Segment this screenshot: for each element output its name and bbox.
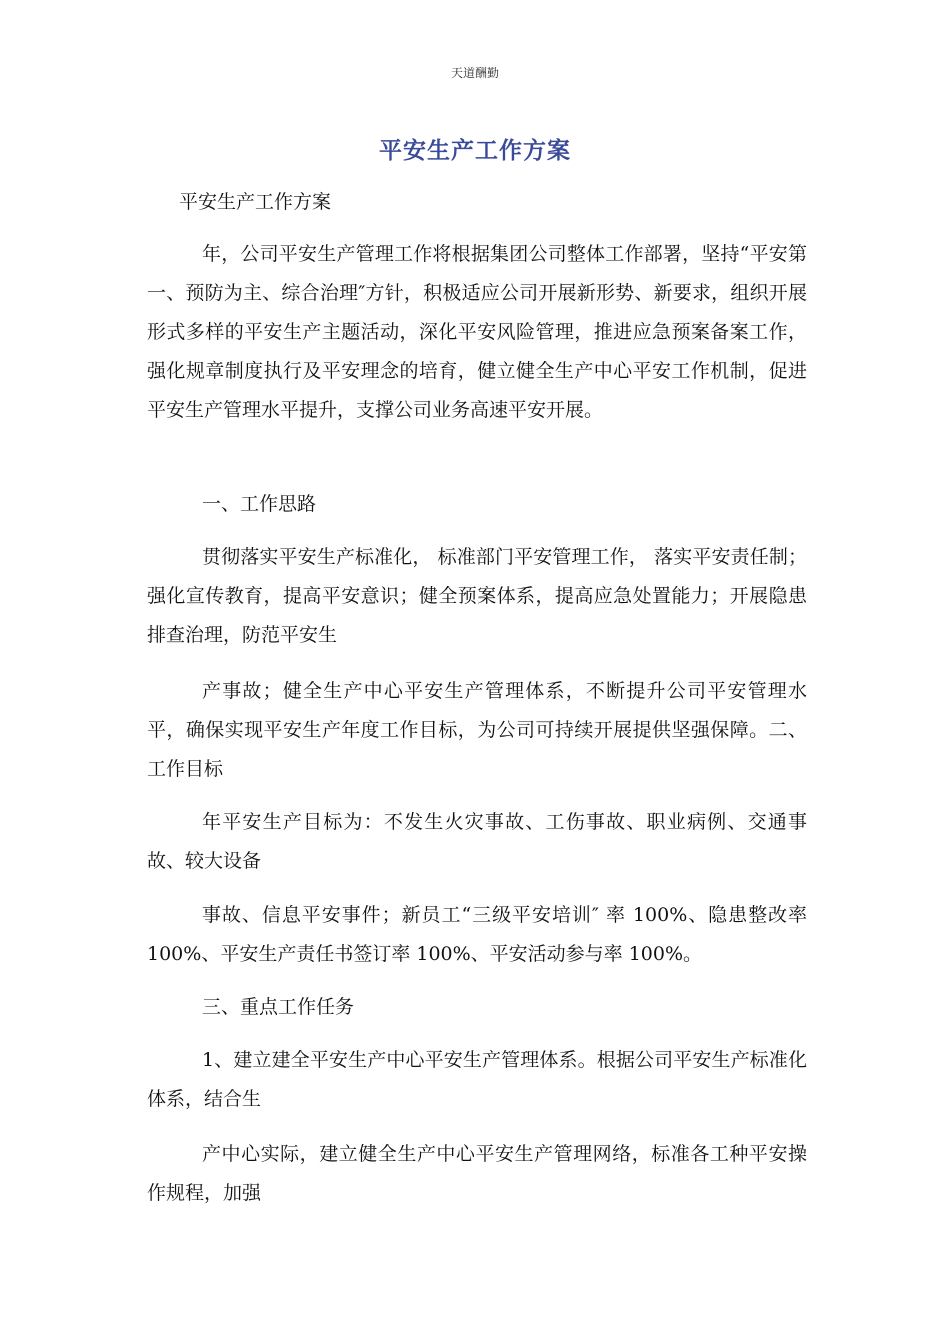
- document-title: 平安生产工作方案: [379, 138, 571, 164]
- paragraph-intro: 年，公司平安生产管理工作将根据集团公司整体工作部署，坚持“平安第一、预防为主、综合治理″方针，积极适应公司开展新形势、新要求，组织开展形式多样的平安生产主题活动，深化平安风险管理，推进应急预案备案工作，强化规章制度执行及平安理念的培育，健立健全生产中心平安工作机制，促进平安生产管理水平提升，支撑公司业务高速平安开展。: [147, 243, 807, 421]
- page-header: 天道酬勤: [450, 66, 499, 80]
- paragraph-approach-part2: 产事故；健全生产中心平安生产管理体系，不断提升公司平安管理水平，确保实现平安生产年度工作目标，为公司可持续开展提供坚强保障。二、工作目标: [147, 680, 807, 780]
- paragraph-goals-part1: 年平安生产目标为：不发生火灾事故、工伤事故、职业病例、交通事故、较大设备: [147, 811, 807, 872]
- paragraph-task1-part2: 产中心实际，建立健全生产中心平安生产管理网络，标准各工种平安操作规程，加强: [147, 1143, 807, 1204]
- heading-key-tasks: 三、重点工作任务: [202, 996, 355, 1018]
- heading-work-approach: 一、工作思路: [202, 493, 317, 515]
- paragraph-goals-part2: 事故、信息平安事件；新员工“三级平安培训″ 率 100%、隐患整改率 100%、平安生产责任书签订率 100%、平安活动参与率 100%。: [147, 904, 807, 965]
- paragraph-task1-part1: 1、建立建全平安生产中心平安生产管理体系。根据公司平安生产标准化体系，结合生: [147, 1049, 807, 1110]
- document-subtitle: 平安生产工作方案: [179, 191, 332, 213]
- paragraph-approach-part1: 贯彻落实平安生产标准化， 标准部门平安管理工作， 落实平安责任制； 强化宣传教育，提高平安意识；健全预案体系，提高应急处置能力；开展隐患排查治理，防范平安生: [147, 546, 807, 646]
